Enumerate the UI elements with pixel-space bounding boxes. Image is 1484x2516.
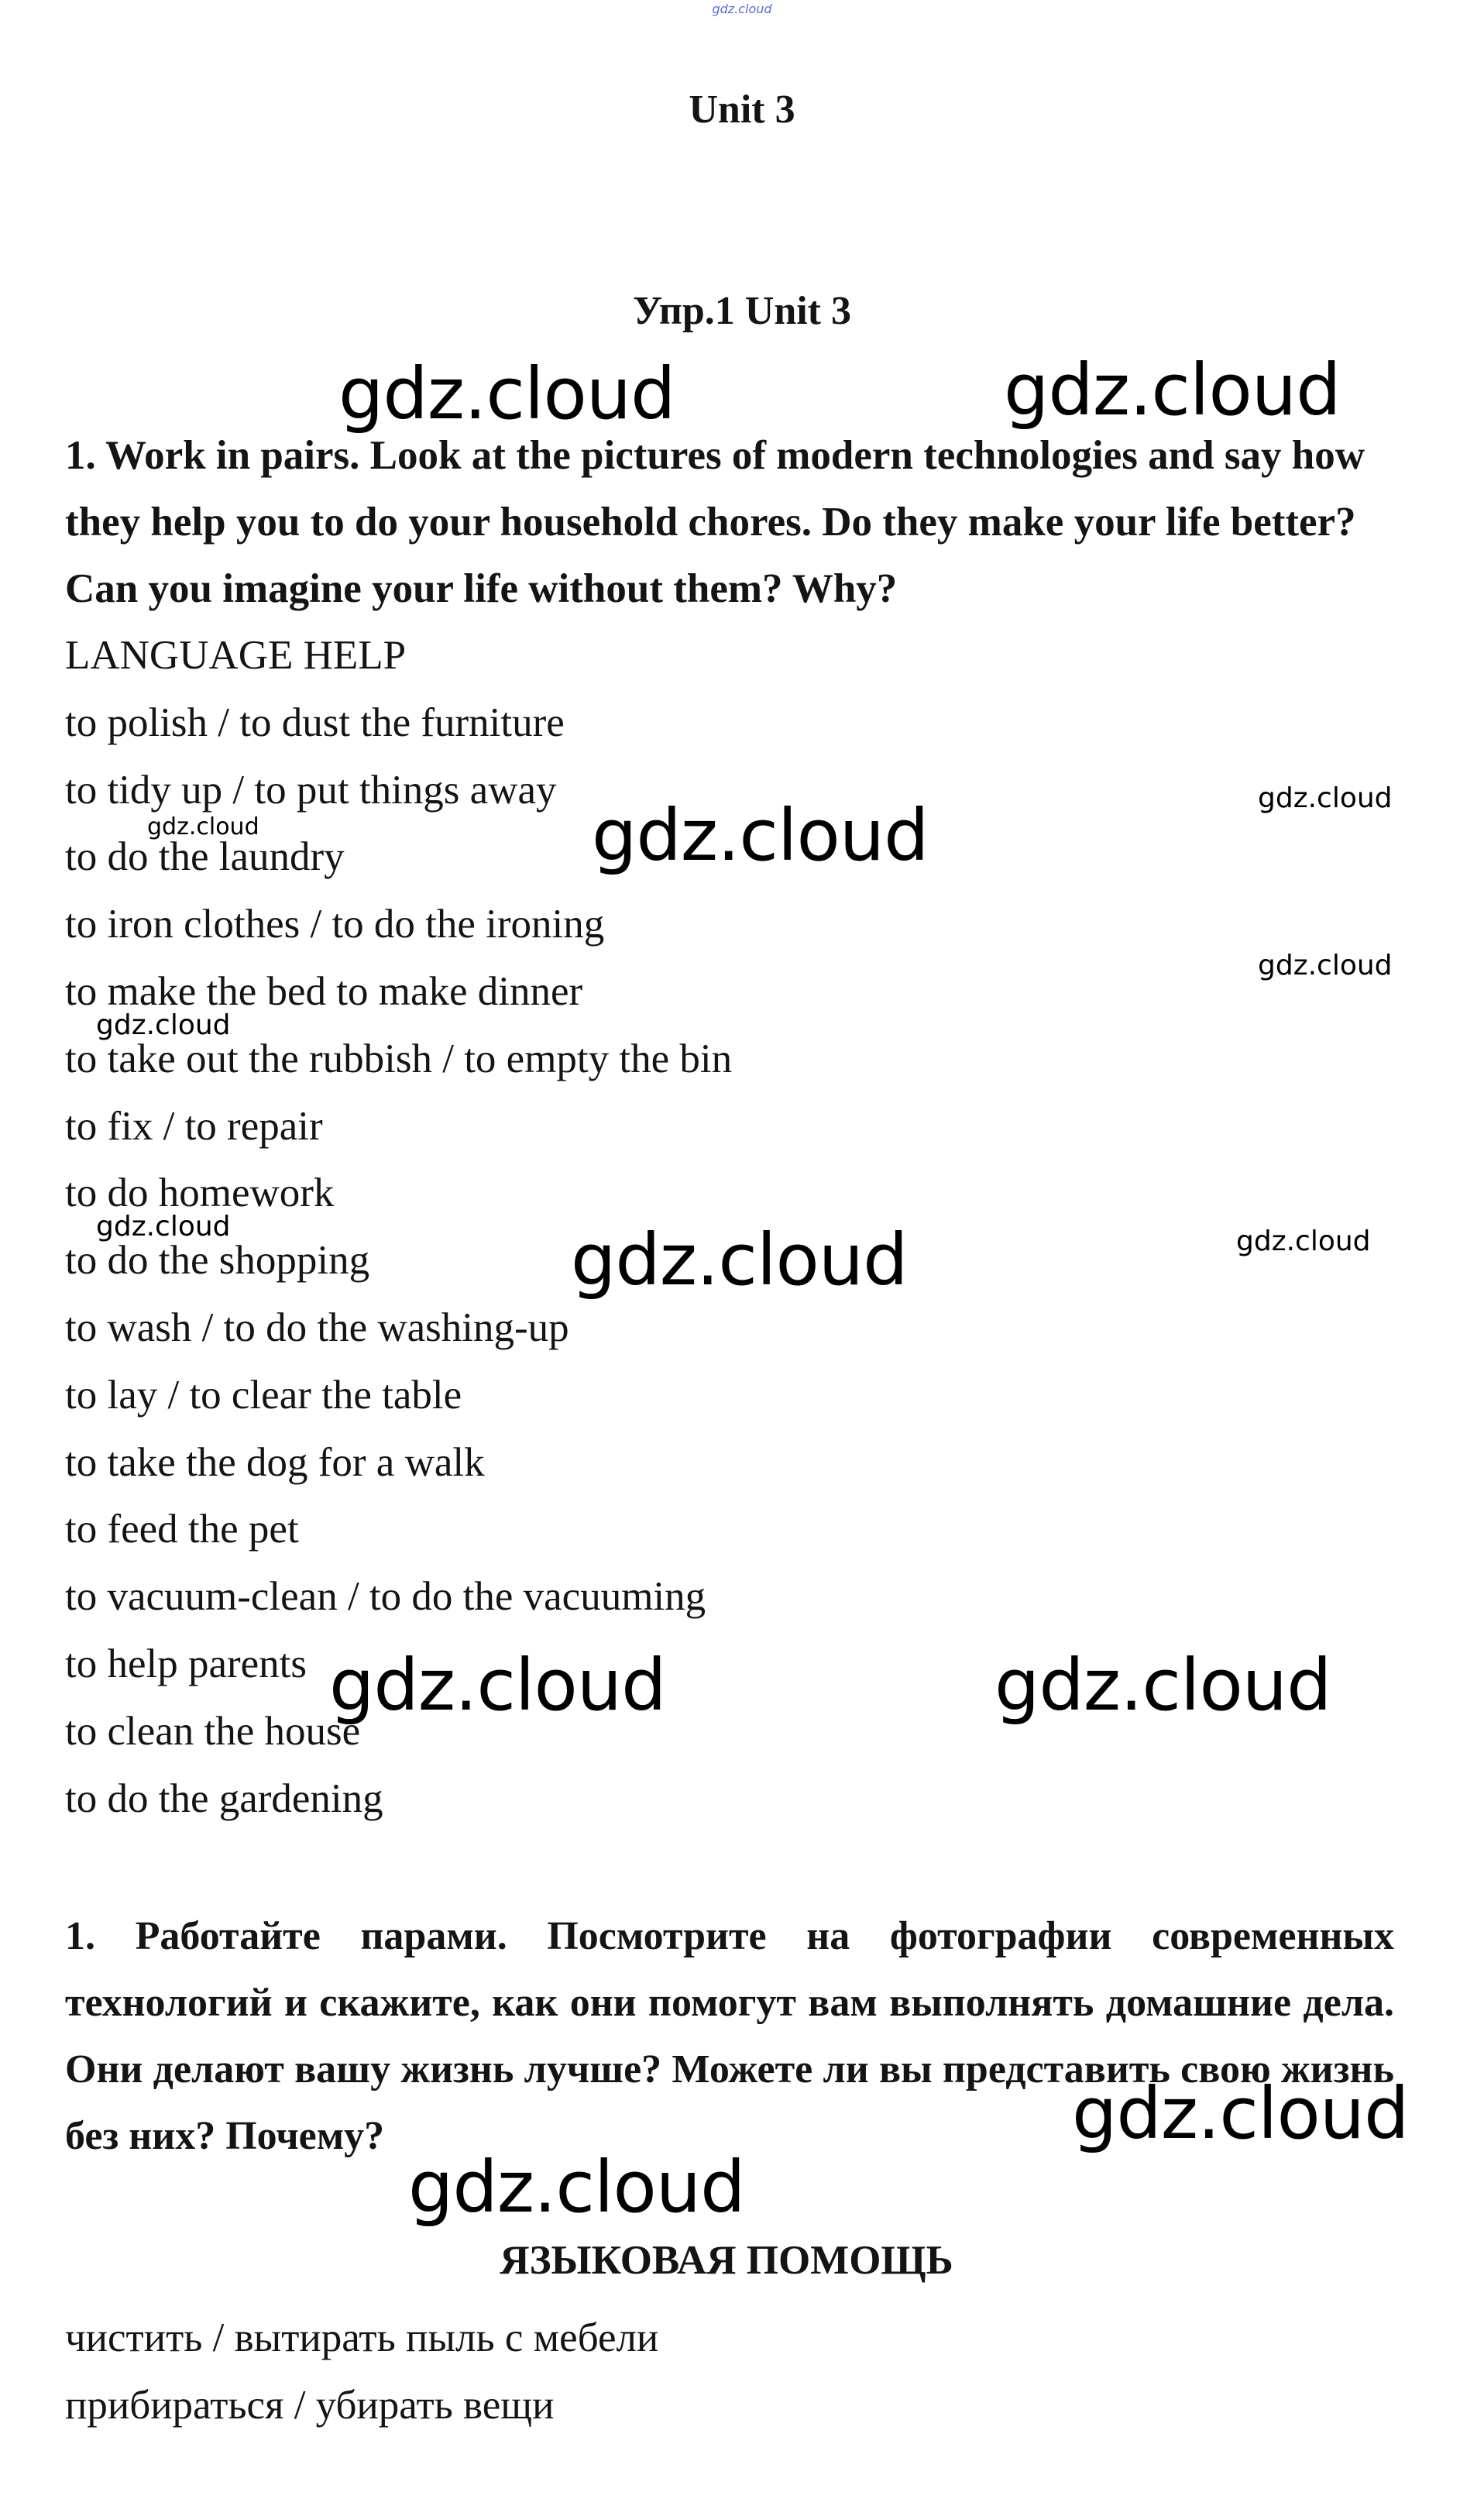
top-watermark: gdz.cloud	[712, 2, 772, 16]
vocab-item-ru: прибираться / убирать вещи	[65, 2382, 555, 2428]
watermark-text: gdz.cloud	[994, 1644, 1331, 1727]
vocab-item: to do homework	[65, 1170, 335, 1216]
watermark-text: gdz.cloud	[96, 1211, 231, 1243]
vocab-item: to vacuum-clean / to do the vacuuming	[65, 1574, 706, 1620]
vocab-item: to feed the pet	[65, 1507, 299, 1552]
exercise-title: Упр.1 Unit 3	[632, 289, 851, 333]
vocab-item: to polish / to dust the furniture	[65, 699, 565, 745]
vocab-item: to lay / to clear the table	[65, 1372, 462, 1418]
vocab-item: to take out the rubbish / to empty the bin	[65, 1036, 733, 1081]
watermark-text: gdz.cloud	[571, 1218, 908, 1301]
watermark-text: gdz.cloud	[329, 1644, 666, 1727]
vocab-item: to help parents	[65, 1641, 307, 1686]
watermark-text: gdz.cloud	[1258, 950, 1393, 981]
watermark-text: gdz.cloud	[592, 794, 929, 877]
watermark-text: gdz.cloud	[408, 2146, 745, 2229]
watermark-text: gdz.cloud	[1258, 782, 1393, 814]
vocab-item: to do the gardening	[65, 1775, 383, 1821]
vocab-item: to iron clothes / to do the ironing	[65, 902, 605, 947]
vocab-item: to do the shopping	[65, 1238, 370, 1284]
watermark-text: gdz.cloud	[96, 1009, 231, 1041]
watermark-text: gdz.cloud	[338, 352, 675, 435]
task-text-ru: 1. Работайте парами. Посмотрите на фотографии современных технологий и скажите, как они помогут вам выполнять домашние дела. Они делают вашу жизнь лучше? Можете ли вы представить свою жизнь без них? Почему?	[65, 1914, 1394, 2158]
vocab-item: to fix / to repair	[65, 1103, 323, 1149]
vocab-item: to make the bed to make dinner	[65, 968, 583, 1014]
vocab-item: to tidy up / to put things away	[65, 767, 557, 813]
language-help-heading-ru: ЯЗЫКОВАЯ ПОМОЩЬ	[500, 2238, 953, 2283]
vocab-item-ru: чистить / вытирать пыль с мебели	[65, 2315, 659, 2360]
vocab-list-ru	[65, 2305, 658, 2439]
unit-title: Unit 3	[689, 88, 795, 132]
vocab-item: to clean the house	[65, 1708, 361, 1754]
task-text-en: 1. Work in pairs. Look at the pictures of modern technologies and say how they help you to do your household chores. Do they make your life better? Can you imagine your life without them? Why?	[65, 433, 1365, 611]
watermark-text: gdz.cloud	[1004, 349, 1341, 431]
vocab-item: to wash / to do the washing-up	[65, 1304, 569, 1350]
watermark-text: gdz.cloud	[147, 813, 259, 840]
watermark-text: gdz.cloud	[1072, 2072, 1409, 2155]
watermark-text: gdz.cloud	[1236, 1225, 1371, 1257]
vocab-item: to take the dog for a walk	[65, 1439, 485, 1485]
vocab-heading-en: LANGUAGE HELP	[65, 633, 407, 678]
vocab-item: to do the laundry	[65, 834, 345, 880]
